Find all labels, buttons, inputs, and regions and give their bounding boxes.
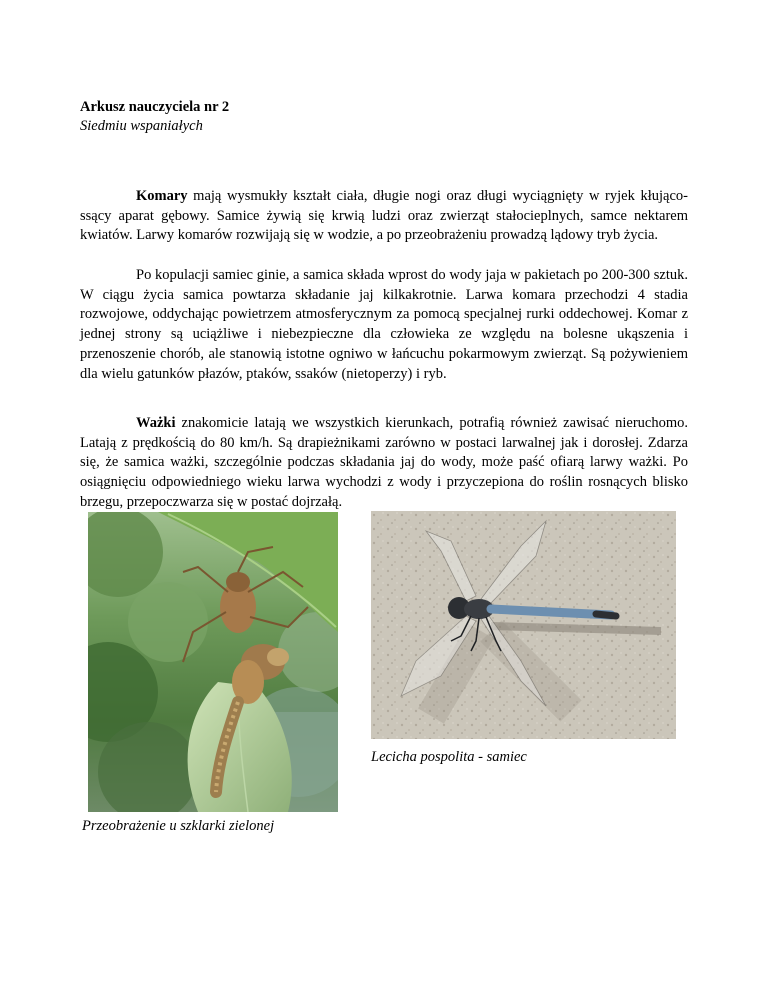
paragraph-dragonflies: [80, 414, 688, 513]
paragraph-lead-mosquitoes: Komary: [136, 188, 188, 204]
paragraph-mosquito-life-cycle: [80, 266, 688, 384]
paragraph-text: mają wysmukły kształt ciała, długie nogi oraz długi wyciągnięty w ryjek kłująco-ssący aparat gębowy. Samice żywią się krwią ludzi oraz zwierząt stałocieplnych, samce nektarem kwiatów. Larwy komarów rozwijają się w wodzie, a po przeobrażeniu prowadzą lądowy tryb życia.: [80, 188, 688, 244]
paragraph-text: Po kopulacji samiec ginie, a samica składa wprost do wody jaja w pakietach po 200-300 sztuk. W ciągu życia samica powtarza składanie jaj kilkakrotnie. Larwa komara przechodzi 4 stadia rozwojowe, oddychając powietrzem atmosferycznym za pomocą specjalnej rurki oddechowej. Komar z jednej strony są uciążliwe i niebezpieczne dla człowieka ze względu na bolesne ukąszenia i przenoszenie chorób, ale stanowią istotne ogniwo w łańcuchu pokarmowym zwierząt. Są pożywieniem dla wielu gatunków płazów, ptaków, ssaków (nietoperzy) i ryb.: [80, 267, 688, 382]
photo-emergence: [88, 512, 338, 812]
paragraph-lead-dragonflies: Ważki: [136, 415, 176, 431]
caption-dragonfly-male: Lecicha pospolita - samiec: [371, 749, 527, 765]
paragraph-mosquitoes: [80, 187, 688, 246]
photo-dragonfly-male: [371, 511, 676, 739]
worksheet-title: Arkusz nauczyciela nr 2: [80, 99, 230, 115]
document-heading: [80, 98, 229, 136]
worksheet-subtitle: Siedmiu wspaniałych: [80, 118, 203, 134]
paragraph-text: znakomicie latają we wszystkich kierunkach, potrafią również zawisać nieruchomo. Latają z prędkością do 80 km/h. Są drapieżnikami zarówno w postaci larwalnej jak i dorosłej. Zdarza się, że samica ważki, szczególnie podczas składania jaj do wody, może paść ofiarą larwy ważki. Po osiągnięciu odpowiedniego wieku larwa wychodzi z wody i przyczepiona do roślin rosnących blisko brzegu, przepoczwarza się w postać dojrzałą.: [80, 415, 688, 510]
caption-emergence: Przeobrażenie u szklarki zielonej: [82, 818, 275, 834]
